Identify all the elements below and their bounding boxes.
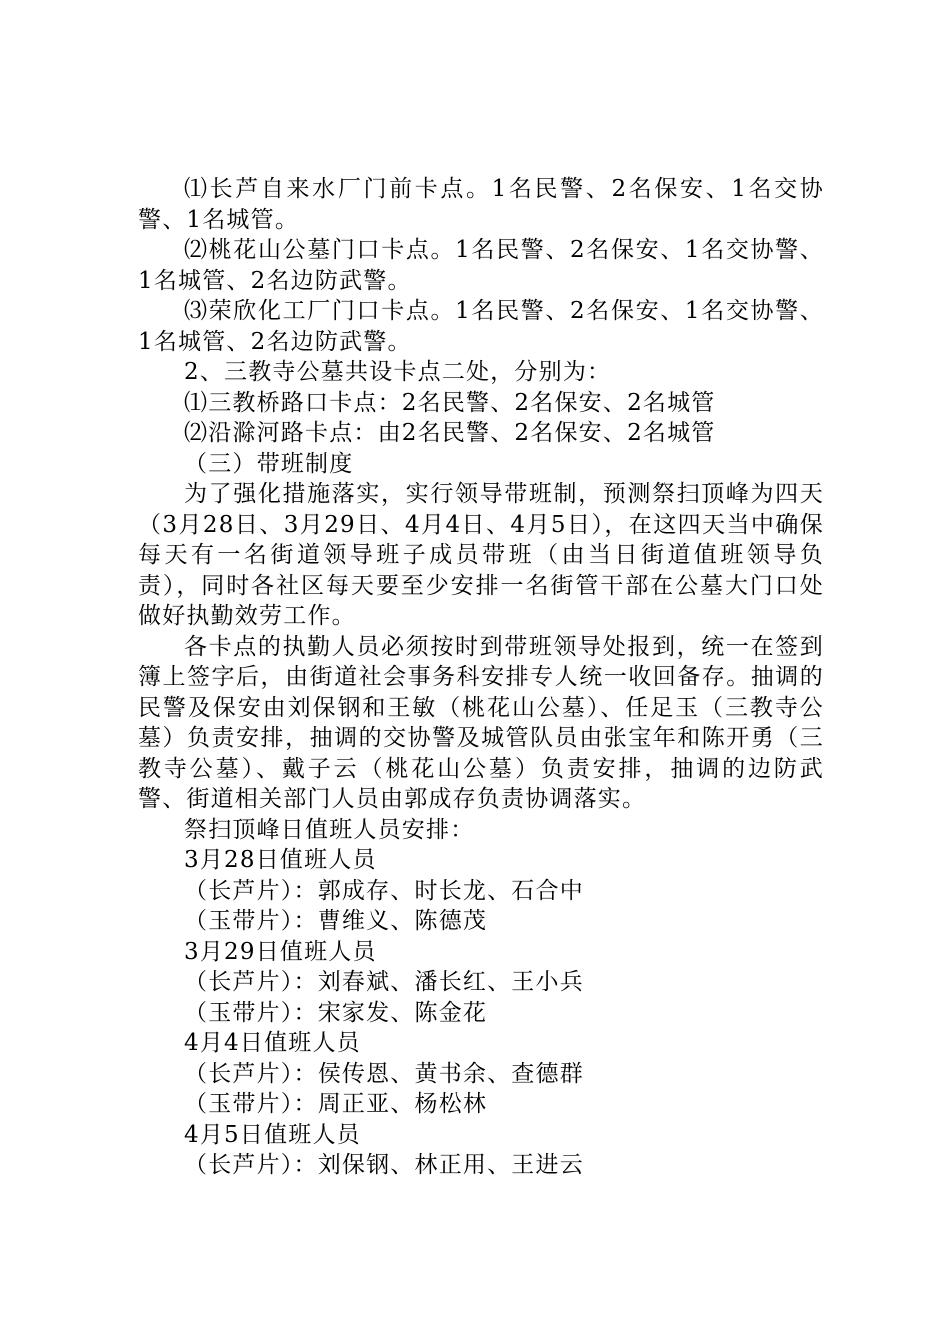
schedule-date-0404: 4月4日值班人员 [184, 1030, 361, 1056]
schedule-0328-yudai: （玉带片）：曹维义、陈德茂 [184, 908, 488, 934]
reporting-paragraph: 各卡点的执勤人员必须按时到带班领导处报到，统一在签到簿上签字后，由街道社会事务科安排专人统一收回备存。抽调的民警及保安由刘保钢和王敏（桃花山公墓）、任足玉（三教寺公墓）负责安排，抽调的交协警及城管队员由张宝年和陈开勇（三教寺公墓）、戴子云（桃花山公墓）负责安排，抽调的边防武警、街道相关部门人员由郭成存负责协调落实。 [138, 633, 824, 812]
duty-system-paragraph: 为了强化措施落实，实行领导带班制，预测祭扫顶峰为四天（3月28日、3月29日、4月4日、4月5日），在这四天当中确保每天有一名街道领导班子成员带班（由当日街道值班领导负责），同时各社区每天要至少安排一名街管干部在公墓大门口处做好执勤效劳工作。 [138, 481, 824, 629]
document-body [138, 174, 824, 1181]
schedule-date-0328: 3月28日值班人员 [184, 847, 377, 873]
schedule-0404-changlu: （长芦片）：侯传恩、黄书余、查德群 [184, 1060, 584, 1087]
schedule-0329-yudai: （玉带片）：宋家发、陈金花 [184, 999, 488, 1026]
checkpoint-chuhe-road: ⑵沿滁河路卡点：由2名民警、2名保安、2名城管 [184, 420, 716, 446]
schedule-0328-changlu: （长芦片）：郭成存、时长龙、石合中 [184, 877, 584, 904]
checkpoint-sanjiao-bridge: ⑴三教桥路口卡点：2名民警、2名保安、2名城管 [184, 389, 716, 416]
peak-day-schedule-heading: 祭扫顶峰日值班人员安排： [184, 816, 475, 843]
sanjiaosi-checkpoints-heading: 2、三教寺公墓共设卡点二处，分别为： [184, 359, 612, 385]
checkpoint-rongxin-chemical: ⑶荣欣化工厂门口卡点。1名民警、2名保安、1名交协警、1名城管、2名边防武警。 [138, 298, 824, 355]
schedule-date-0405: 4月5日值班人员 [184, 1121, 361, 1148]
section-heading-duty-system: （三）带班制度 [184, 450, 354, 477]
schedule-date-0329: 3月29日值班人员 [184, 938, 377, 965]
checkpoint-taohuashan-cemetery: ⑵桃花山公墓门口卡点。1名民警、2名保安、1名交协警、1名城管、2名边防武警。 [138, 237, 824, 294]
schedule-0329-changlu: （长芦片）：刘春斌、潘长红、王小兵 [184, 969, 584, 995]
schedule-0404-yudai: （玉带片）：周正亚、杨松林 [184, 1091, 488, 1117]
schedule-0405-changlu: （长芦片）：刘保钢、林正用、王进云 [184, 1152, 584, 1178]
checkpoint-changlu-waterworks: ⑴长芦自来水厂门前卡点。1名民警、2名保安、1名交协警、1名城管。 [138, 176, 824, 233]
